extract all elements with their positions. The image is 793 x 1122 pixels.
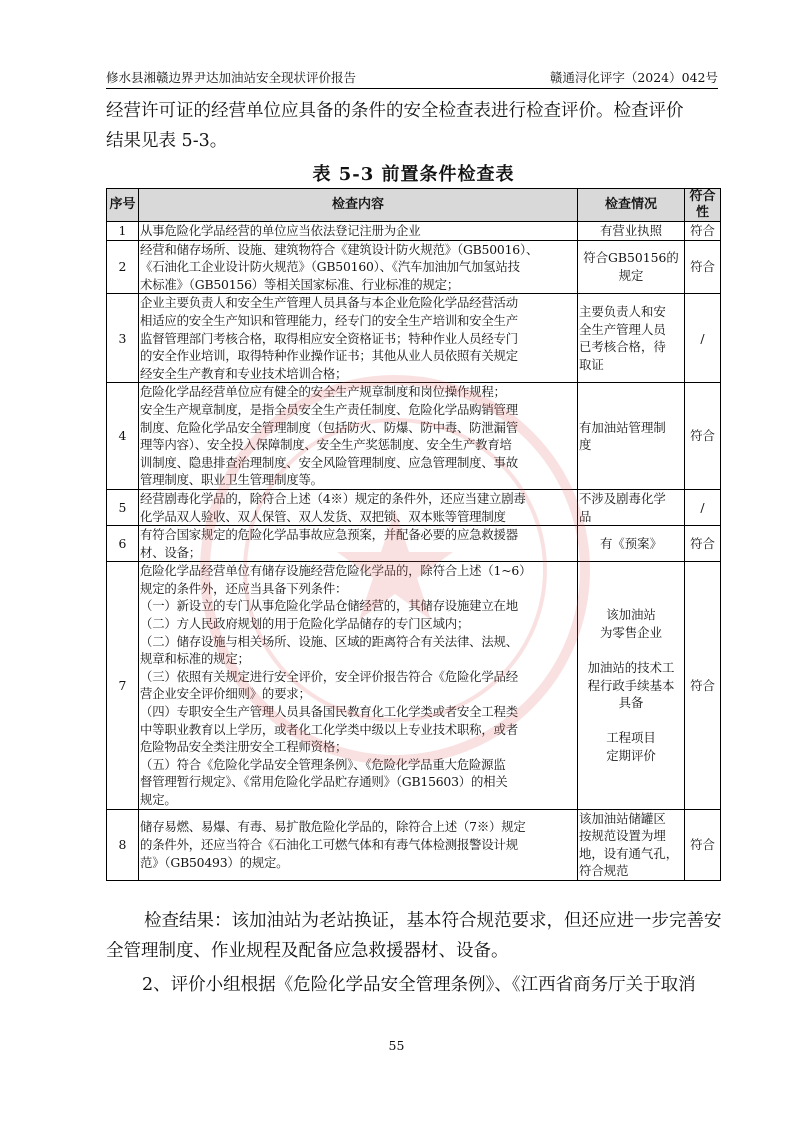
check-status-line: 地，设有通气孔， — [579, 845, 679, 861]
check-status-line: 有《预案》 — [600, 535, 662, 551]
conclusion-paragraph — [106, 906, 721, 966]
check-status-line: 规定 — [618, 267, 644, 283]
check-status-line: 符合GB50156的 — [583, 250, 679, 266]
check-content-line: 经安全生产教育和专业技术培训合格； — [140, 365, 348, 381]
header-report-title: 修水县湘赣边界尹达加油站安全现状评价报告 — [106, 70, 357, 85]
precondition-check-table — [106, 188, 721, 881]
check-content — [139, 383, 578, 490]
check-content-line: 经营和储存场所、设施、建筑物符合《建筑设计防火规范》（GB50016）、 — [140, 241, 539, 257]
row-number: 1 — [107, 222, 139, 241]
compliance-result: 符合 — [685, 809, 721, 880]
check-content-line: 规定的条件外，还应当具备下列条件： — [140, 580, 348, 596]
check-content-line: 管理制度、职业卫生管理制度等。 — [140, 472, 323, 488]
check-content-line: 理等内容）、安全投入保障制度、安全生产奖惩制度、安全生产教育培 — [140, 437, 512, 453]
page-number: 55 — [388, 1038, 405, 1053]
check-content-line: 中等职业教育以上学历，或者化工化学类中级以上专业技术职称，或者 — [140, 721, 518, 737]
compliance-result: / — [685, 294, 721, 383]
table-row — [107, 809, 721, 880]
table-row — [107, 526, 721, 562]
check-content-line: 训制度、隐患排查治理制度、安全风险管理制度、应急管理制度、事故 — [140, 454, 518, 470]
check-content-line: 制度、危险化学品安全管理制度（包括防火、防爆、防中毒、防泄漏管 — [140, 419, 518, 435]
check-content-line: 规定。 — [140, 792, 177, 807]
intro-paragraph — [106, 96, 721, 156]
check-status-line: 主要负责人和安 — [579, 304, 666, 320]
check-status — [578, 489, 685, 525]
table-row — [107, 240, 721, 294]
conclusion-line-1: 检查结果：该加油站为老站换证，基本符合规范要求，但还应进一步完善安 — [144, 911, 722, 931]
row-number: 2 — [107, 240, 139, 294]
check-status-line: 定期评价 — [606, 748, 656, 764]
header-rule — [106, 88, 718, 89]
status-gap — [579, 641, 683, 659]
check-status-line: 按规范设置为埋 — [579, 828, 666, 844]
check-content-line: 相适应的安全生产知识和管理能力，经专门的安全生产培训和安全生产 — [140, 312, 518, 328]
check-content-line: 危险物品安全类注册安全工程师资格； — [140, 739, 348, 755]
check-status-line: 为零售企业 — [600, 624, 662, 640]
check-status-line: 品 — [579, 508, 592, 524]
check-status — [578, 222, 685, 241]
compliance-result: 符合 — [685, 240, 721, 294]
table-body — [107, 222, 721, 881]
check-status-line: 该加油站储罐区 — [579, 810, 666, 826]
next-paragraph — [106, 970, 721, 1000]
check-status-line: 有营业执照 — [600, 223, 662, 238]
check-content — [139, 240, 578, 294]
check-status — [578, 526, 685, 562]
check-content-line: （二）方人民政府规划的用于危险化学品储存的专门区域内； — [140, 616, 470, 632]
check-content — [139, 809, 578, 880]
compliance-result: 符合 — [685, 526, 721, 562]
check-status-line: 已考核合格，待 — [579, 339, 666, 355]
check-content-line: 危险化学品经营单位有储存设施经营危险化学品的，除符合上述（1~6） — [140, 563, 532, 579]
check-content — [139, 562, 578, 809]
row-number: 8 — [107, 809, 139, 880]
compliance-result: 符合 — [685, 562, 721, 809]
check-status — [578, 562, 685, 809]
next-paragraph-line-1: 2、评价小组根据《危险化学品安全管理条例》、《江西省商务厅关于取消 — [142, 975, 696, 995]
check-content-line: 从事危险化学品经营的单位应当依法登记注册为企业 — [140, 223, 421, 238]
check-content — [139, 222, 578, 241]
check-status-line: 工程项目 — [606, 730, 656, 746]
check-content-line: 企业主要负责人和安全生产管理人员具备与本企业危险化学品经营活动 — [140, 295, 518, 311]
check-content-line: 营企业安全评价细则》的要求； — [140, 686, 311, 702]
row-number: 6 — [107, 526, 139, 562]
intro-line-2: 结果见表 5-3。 — [106, 131, 228, 151]
header-result: 符合性 — [685, 189, 721, 222]
table-row — [107, 489, 721, 525]
check-content-line: （四）专职安全生产管理人员具备国民教育化工化学类或者安全工程类 — [140, 704, 518, 720]
check-status — [578, 809, 685, 880]
compliance-result: 符合 — [685, 222, 721, 241]
check-status-line: 不涉及剧毒化学 — [579, 490, 666, 506]
header-content: 检查内容 — [139, 189, 578, 222]
check-content-line: （二）储存设施与相关场所、设施、区域的距离符合有关法律、法规、 — [140, 633, 518, 649]
check-content-line: 督管理暂行规定》、《常用危险化学品贮存通则》（GB15603）的相关 — [140, 774, 508, 790]
check-status-line: 取证 — [579, 356, 604, 372]
check-content-line: 规章和标准的规定； — [140, 651, 250, 667]
conclusion-line-2: 全管理制度、作业规程及配备应急救援器材、设备。 — [106, 941, 509, 961]
header-report-number: 赣通浔化评字（2024）042号 — [549, 70, 718, 85]
check-content — [139, 294, 578, 383]
check-content-line: 有符合国家规定的危险化学品事故应急预案，并配备必要的应急救援器 — [140, 527, 518, 543]
check-content-line: 化学品双人验收、双人保管、双人发货、双把锁、双本账等管理制度 — [140, 508, 506, 524]
table-caption: 表 5-3 前置条件检查表 — [312, 164, 515, 185]
header-no: 序号 — [107, 189, 139, 222]
compliance-result: 符合 — [685, 383, 721, 490]
check-status — [578, 294, 685, 383]
table-row — [107, 562, 721, 809]
header-status: 检查情况 — [578, 189, 685, 222]
running-header — [106, 66, 718, 86]
row-number: 4 — [107, 383, 139, 490]
check-content-line: （一）新设立的专门从事危险化学品仓储经营的，其储存设施建立在地 — [140, 598, 518, 614]
check-status-line: 全生产管理人员 — [579, 321, 666, 337]
check-content-line: 安全生产规章制度，是指全员安全生产责任制度、危险化学品购销管理 — [140, 401, 518, 417]
check-content-line: 的条件外，还应当符合《石油化工可燃气体和有毒气体检测报警设计规 — [140, 836, 518, 852]
check-content — [139, 526, 578, 562]
check-content-line: （三）依照有关规定进行安全评价，安全评价报告符合《危险化学品经 — [140, 668, 518, 684]
check-content-line: 《石油化工企业设计防火规范》（GB50160）、《汽车加油加气加氢站技 — [140, 259, 520, 275]
table-row — [107, 222, 721, 241]
row-number: 7 — [107, 562, 139, 809]
check-status — [578, 383, 685, 490]
check-status-line: 加油站的技术工 — [587, 660, 675, 676]
check-content-line: 储存易燃、易爆、有毒、易扩散危险化学品的，除符合上述（7※）规定 — [140, 819, 526, 835]
check-status-line: 程行政手续基本 — [587, 677, 675, 693]
status-gap — [579, 712, 683, 730]
check-content-line: 经营剧毒化学品的，除符合上述（4※）规定的条件外，还应当建立剧毒 — [140, 490, 526, 506]
check-content-line: 材、设备； — [140, 544, 201, 560]
check-content-line: （五）符合《危险化学品安全管理条例》、《危险化学品重大危险源监 — [140, 756, 506, 772]
check-content-line: 监督管理部门考核合格，取得相应安全资格证书；特种作业人员经专门 — [140, 330, 518, 346]
check-status-line: 符合规范 — [579, 863, 629, 879]
table-row — [107, 294, 721, 383]
check-status-line: 具备 — [618, 695, 644, 711]
check-content-line: 的安全作业培训，取得特种作业操作证书；其他从业人员依照有关规定 — [140, 348, 518, 364]
table-row — [107, 383, 721, 490]
check-content-line: 术标准》（GB50156）等相关国家标准、行业标准的规定； — [140, 276, 460, 292]
row-number: 5 — [107, 489, 139, 525]
check-content-line: 危险化学品经营单位应有健全的安全生产规章制度和岗位操作规程； — [140, 384, 506, 400]
check-status-line: 度 — [579, 437, 592, 453]
check-status — [578, 240, 685, 294]
row-number: 3 — [107, 294, 139, 383]
check-content — [139, 489, 578, 525]
check-status-line: 有加油站管理制 — [579, 419, 666, 435]
compliance-result: / — [685, 489, 721, 525]
table-header-row — [107, 189, 721, 222]
check-content-line: 范》（GB50493）的规定。 — [140, 854, 289, 870]
check-status-line: 该加油站 — [606, 607, 656, 623]
intro-line-1: 经营许可证的经营单位应具备的条件的安全检查表进行检查评价。检查评价 — [106, 101, 684, 121]
